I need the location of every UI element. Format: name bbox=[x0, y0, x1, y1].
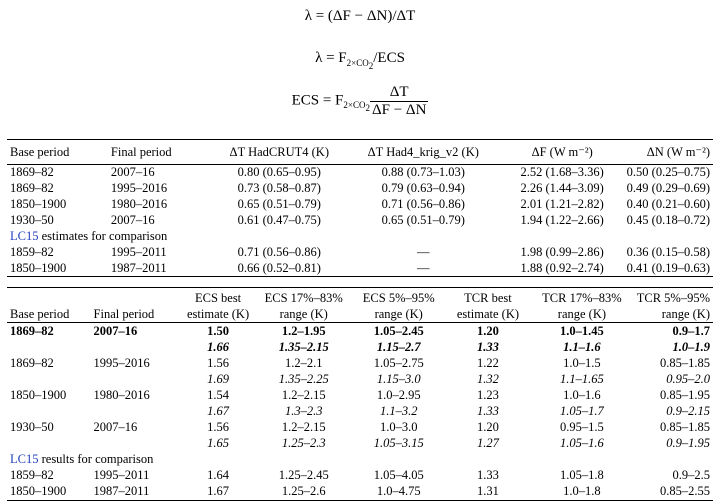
base-period-cell: 1869–82 bbox=[10, 323, 54, 338]
value-cell: 1.20 bbox=[477, 420, 499, 435]
table-cell: 1.64 bbox=[207, 468, 229, 483]
equation-text: λ = (ΔF − ΔN)/ΔT bbox=[304, 8, 416, 24]
table-cell: 1869–82 bbox=[10, 181, 54, 196]
table-cell: 1850–1900 bbox=[10, 197, 67, 212]
table-row bbox=[7, 387, 713, 403]
table-cell: 1995–2016 bbox=[110, 181, 168, 196]
fraction-denominator: ΔF − ΔN bbox=[371, 101, 427, 118]
header-line: ECS best bbox=[194, 291, 242, 305]
table-header bbox=[634, 288, 713, 323]
value-cell: 1.05–1.7 bbox=[560, 404, 604, 419]
header-line: TCR 17%–83% bbox=[542, 291, 622, 305]
header-dn: ΔN (W m⁻²) bbox=[646, 145, 710, 159]
table-cell: 0.66 (0.52–0.81) bbox=[237, 260, 321, 275]
value-cell: 1.35–2.15 bbox=[278, 339, 329, 354]
table-cell: 1980–2016 bbox=[110, 197, 168, 212]
base-period-cell: 1850–1900 bbox=[10, 387, 67, 402]
header-line: ECS 5%–95% bbox=[362, 291, 435, 305]
table-cell: 0.40 (0.21–0.60) bbox=[626, 197, 710, 212]
lc15-label-row bbox=[7, 229, 713, 245]
table2-body bbox=[7, 323, 713, 501]
table-cell: 2.01 (1.21–2.82) bbox=[520, 197, 604, 212]
table-header bbox=[352, 288, 446, 323]
header-line bbox=[94, 290, 178, 306]
final-period-cell: 1995–2016 bbox=[93, 355, 150, 370]
equation-ecs bbox=[0, 84, 720, 118]
empty-cell bbox=[91, 371, 181, 387]
header-dt-had4-krig: ΔT Had4_krig_v2 (K) bbox=[367, 144, 479, 159]
equation-lambda-1 bbox=[0, 8, 720, 25]
header-line: Base period bbox=[10, 307, 70, 321]
value-cell: 1.3–2.3 bbox=[284, 404, 323, 419]
header-line: estimate (K) bbox=[456, 307, 520, 321]
table-row bbox=[7, 355, 713, 371]
value-cell: 1.27 bbox=[477, 436, 499, 451]
value-cell: 1.69 bbox=[207, 371, 229, 386]
value-cell: 1.33 bbox=[477, 404, 499, 419]
table-header-row bbox=[7, 288, 713, 323]
value-cell: 1.20 bbox=[477, 323, 499, 338]
table-cell: 1987–2011 bbox=[110, 260, 167, 275]
table-cell: 1.31 bbox=[477, 484, 499, 499]
base-period-cell: 1869–82 bbox=[10, 355, 54, 370]
base-period-cell: 1930–50 bbox=[10, 420, 54, 435]
table-cell: 1850–1900 bbox=[10, 260, 67, 275]
value-cell: 1.15–3.0 bbox=[376, 371, 421, 386]
value-cell: 1.0–2.95 bbox=[376, 387, 421, 402]
table-cell: 0.80 (0.65–0.95) bbox=[237, 165, 321, 180]
table-header bbox=[91, 288, 181, 323]
table-row bbox=[7, 244, 713, 260]
table-cell: — bbox=[417, 260, 430, 275]
table-cell: 0.79 (0.63–0.94) bbox=[381, 181, 465, 196]
fraction-numerator: ΔT bbox=[370, 84, 428, 102]
table-cell: 0.61 (0.47–0.75) bbox=[237, 213, 321, 228]
header-line: TCR best bbox=[464, 291, 512, 305]
header-line: estimate (K) bbox=[186, 307, 250, 321]
header-line: Final period bbox=[93, 307, 155, 321]
value-cell: 1.2–2.15 bbox=[281, 387, 326, 402]
table-cell: 1850–1900 bbox=[10, 484, 67, 499]
equation-text: λ = F bbox=[315, 50, 347, 66]
value-cell: 1.25–2.3 bbox=[281, 436, 326, 451]
empty-cell bbox=[7, 371, 91, 387]
equation-subscript-2: 2 bbox=[368, 60, 374, 71]
value-cell: 1.67 bbox=[207, 404, 229, 419]
table-header bbox=[7, 288, 91, 323]
value-cell: 1.1–3.2 bbox=[379, 404, 418, 419]
value-cell: 0.85–1.85 bbox=[660, 420, 710, 435]
table-cell: 1.67 bbox=[207, 484, 229, 499]
header-line: range (K) bbox=[661, 307, 710, 321]
table-row-krig bbox=[7, 436, 713, 452]
table-row bbox=[7, 468, 713, 484]
table-row bbox=[7, 165, 713, 181]
value-cell: 1.66 bbox=[207, 339, 229, 354]
table-cell: 1.05–4.05 bbox=[373, 468, 424, 483]
header-base-period: Base period bbox=[10, 144, 70, 159]
value-cell: 1.56 bbox=[207, 420, 229, 435]
table-cell: 0.49 (0.29–0.69) bbox=[626, 181, 710, 196]
comparison-label bbox=[7, 229, 713, 245]
value-cell: 1.32 bbox=[477, 371, 499, 386]
table-cell: 2007–16 bbox=[110, 213, 155, 228]
lc15-citation-link[interactable]: LC15 bbox=[10, 452, 39, 467]
table-cell: 0.36 (0.15–0.58) bbox=[626, 244, 710, 259]
empty-cell bbox=[91, 436, 181, 452]
table-cell: 2.52 (1.68–3.36) bbox=[520, 165, 604, 180]
final-period-cell: 1980–2016 bbox=[93, 387, 150, 402]
table-cell: 1.25–2.6 bbox=[281, 484, 326, 499]
table-cell: 2007–16 bbox=[110, 165, 155, 180]
equation-text: /ECS bbox=[373, 50, 405, 66]
table-cell: 1930–50 bbox=[10, 213, 54, 228]
value-cell: 1.0–1.45 bbox=[560, 323, 604, 338]
table-header bbox=[446, 288, 530, 323]
table-row-krig bbox=[7, 371, 713, 387]
equation-lambda-2 bbox=[0, 50, 720, 71]
table-cell: 1.88 (0.92–2.74) bbox=[520, 260, 604, 275]
value-cell: 1.15–2.7 bbox=[376, 339, 421, 354]
table-cell: 0.65 (0.51–0.79) bbox=[381, 213, 465, 228]
value-cell: 1.2–1.95 bbox=[281, 323, 326, 338]
table-cell: 0.65 (0.51–0.79) bbox=[237, 197, 321, 212]
table-cell: 0.71 (0.56–0.86) bbox=[381, 197, 465, 212]
table-cell: 0.73 (0.58–0.87) bbox=[237, 181, 321, 196]
table-cell: 0.88 (0.73–1.03) bbox=[381, 165, 465, 180]
table-cell: 1.0–1.8 bbox=[563, 484, 601, 499]
header-final-period: Final period bbox=[110, 144, 172, 159]
table-header bbox=[530, 288, 634, 323]
table-row bbox=[7, 197, 713, 213]
final-period-cell: 2007–16 bbox=[93, 420, 138, 435]
value-cell: 1.05–2.45 bbox=[373, 323, 424, 338]
value-cell: 0.9–1.95 bbox=[666, 436, 710, 451]
table-row bbox=[7, 213, 713, 229]
comparison-label-text: results for comparison bbox=[38, 452, 154, 467]
table-cell: 1.05–1.8 bbox=[560, 468, 604, 483]
table-row bbox=[7, 323, 713, 340]
empty-cell bbox=[7, 339, 91, 355]
table-cell: 1995–2011 bbox=[110, 244, 167, 259]
value-cell: 1.0–1.6 bbox=[563, 387, 601, 402]
table-row bbox=[7, 181, 713, 197]
empty-cell bbox=[7, 403, 91, 419]
value-cell: 1.2–2.15 bbox=[281, 420, 326, 435]
table-cell: 1.25–2.45 bbox=[278, 468, 329, 483]
equation-text: ECS = F bbox=[291, 92, 344, 109]
comparison-label-text: estimates for comparison bbox=[38, 229, 168, 243]
value-cell: 0.95–2.0 bbox=[666, 371, 710, 386]
header-df: ΔF (W m⁻²) bbox=[531, 145, 593, 159]
header-line: TCR 5%–95% bbox=[636, 291, 710, 305]
equation-fraction bbox=[370, 84, 428, 118]
table-cell: 1859–82 bbox=[10, 468, 54, 483]
table-cell: 2.26 (1.44–3.09) bbox=[520, 181, 604, 196]
value-cell: 1.23 bbox=[477, 387, 499, 402]
table-cell: 1.33 bbox=[477, 468, 499, 483]
value-cell: 1.0–1.5 bbox=[563, 355, 601, 370]
header-line bbox=[10, 290, 88, 306]
header-line: range (K) bbox=[374, 307, 423, 321]
value-cell: 0.9–2.15 bbox=[666, 404, 710, 419]
value-cell: 1.35–2.25 bbox=[278, 371, 329, 386]
value-cell: 1.1–1.6 bbox=[563, 339, 601, 354]
table-row-krig bbox=[7, 339, 713, 355]
table-row bbox=[7, 420, 713, 436]
final-period-cell: 2007–16 bbox=[93, 323, 138, 338]
equation-subscript: 2×CO bbox=[343, 100, 366, 111]
table-header-row bbox=[7, 140, 713, 165]
value-cell: 1.05–3.15 bbox=[373, 436, 424, 451]
empty-cell bbox=[91, 339, 181, 355]
table-cell: 1.94 (1.22–2.66) bbox=[520, 213, 604, 228]
empty-cell bbox=[91, 403, 181, 419]
table-cell: 1987–2011 bbox=[93, 484, 150, 499]
table-header bbox=[180, 288, 255, 323]
value-cell: 1.2–2.1 bbox=[284, 355, 323, 370]
table-cell: 0.85–2.55 bbox=[660, 484, 710, 499]
value-cell: 1.50 bbox=[207, 323, 229, 338]
table-cell: 0.45 (0.18–0.72) bbox=[626, 213, 710, 228]
table-cell: 0.50 (0.25–0.75) bbox=[626, 165, 710, 180]
value-cell: 0.9–1.7 bbox=[672, 323, 710, 338]
value-cell: 1.1–1.65 bbox=[560, 371, 604, 386]
table-row-krig bbox=[7, 403, 713, 419]
header-line: range (K) bbox=[557, 307, 607, 321]
value-cell: 1.0–3.0 bbox=[379, 420, 418, 435]
header-dt-hadcrut4: ΔT HadCRUT4 (K) bbox=[229, 144, 329, 159]
table-cell: — bbox=[417, 244, 430, 259]
lc15-citation-link[interactable]: LC15 bbox=[10, 229, 39, 243]
header-line: ECS 17%–83% bbox=[264, 291, 343, 305]
value-cell: 1.0–1.9 bbox=[672, 339, 710, 354]
value-cell: 1.05–2.75 bbox=[373, 355, 424, 370]
header-line: range (K) bbox=[279, 307, 328, 321]
comparison-label bbox=[7, 452, 713, 468]
table-cell: 1869–82 bbox=[10, 165, 54, 180]
value-cell: 1.56 bbox=[207, 355, 229, 370]
table-cell: 1.0–4.75 bbox=[376, 484, 421, 499]
table-cell: 1859–82 bbox=[10, 244, 54, 259]
value-cell: 0.85–1.85 bbox=[660, 355, 710, 370]
value-cell: 1.54 bbox=[207, 387, 229, 402]
table-cell: 0.9–2.5 bbox=[672, 468, 710, 483]
empty-cell bbox=[7, 436, 91, 452]
equation-subscript-2: 2 bbox=[365, 103, 370, 114]
table-row bbox=[7, 484, 713, 501]
value-cell: 1.05–1.6 bbox=[560, 436, 604, 451]
table-cell: 1.98 (0.99–2.86) bbox=[520, 244, 604, 259]
equation-subscript: 2×CO bbox=[346, 58, 369, 68]
table1-body bbox=[7, 165, 713, 277]
table-cell: 0.41 (0.19–0.63) bbox=[626, 260, 710, 275]
value-cell: 0.85–1.95 bbox=[660, 387, 710, 402]
table-row bbox=[7, 260, 713, 276]
value-cell: 1.65 bbox=[207, 436, 229, 451]
value-cell: 0.95–1.5 bbox=[560, 420, 604, 435]
forcing-temperature-table bbox=[7, 139, 713, 277]
value-cell: 1.33 bbox=[477, 339, 499, 354]
table-cell: 1995–2011 bbox=[93, 468, 150, 483]
table-cell: 0.71 (0.56–0.86) bbox=[237, 244, 321, 259]
ecs-tcr-table bbox=[7, 287, 713, 501]
lc15-label-row bbox=[7, 452, 713, 468]
value-cell: 1.22 bbox=[477, 355, 499, 370]
table-header bbox=[256, 288, 352, 323]
